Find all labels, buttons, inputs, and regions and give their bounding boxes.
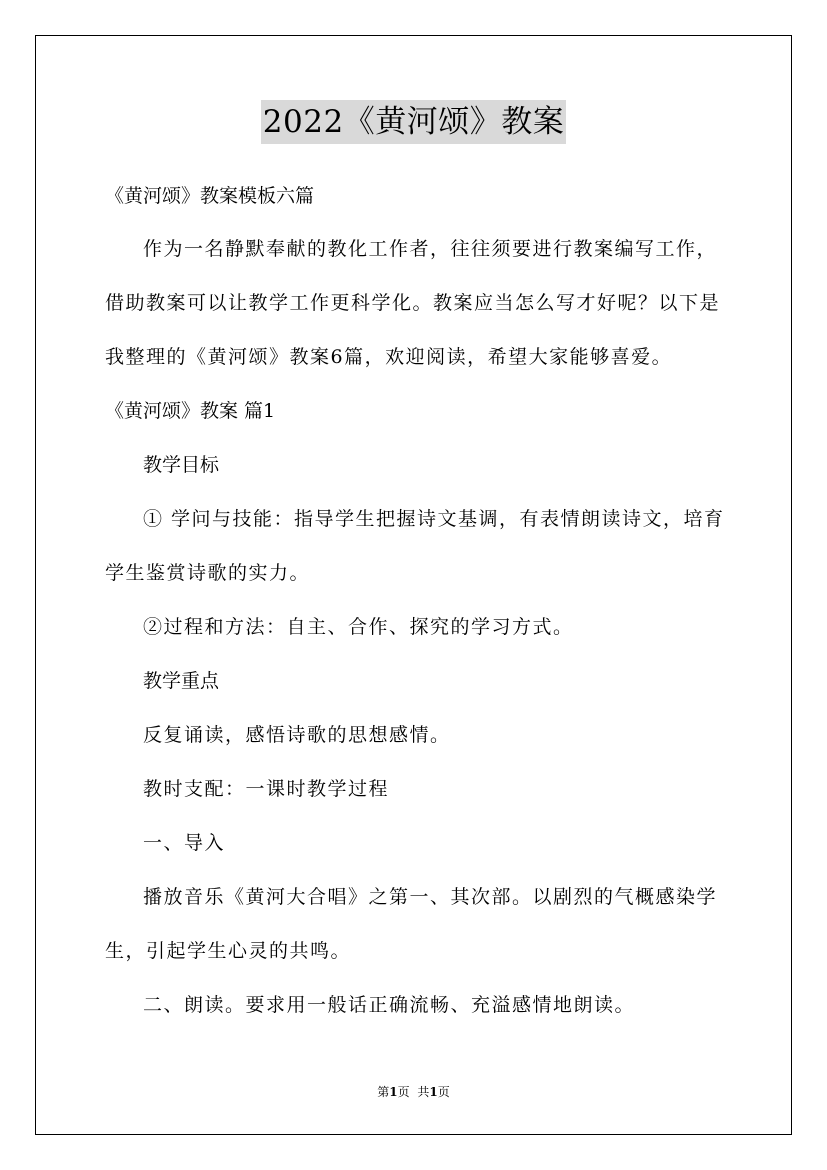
paragraph-line: ②过程和方法：自主、合作、探究的学习方式。 [143, 616, 574, 638]
footer-total-suffix: 页 [437, 1085, 450, 1099]
footer-total-prefix: 共 [417, 1085, 430, 1099]
footer-page-suffix: 页 [397, 1085, 410, 1099]
document-title: 2022《黄河颂》教案 [261, 100, 566, 144]
paragraph-line: 作为一名静默奉献的教化工作者，往往须要进行教案编写工作， [143, 238, 718, 260]
paragraph-line: 二、朗读。要求用一般话正确流畅、充溢感情地朗读。 [143, 994, 636, 1016]
paragraph-line: 教时支配：一课时教学过程 [143, 778, 390, 800]
paragraph-line: 反复诵读，感悟诗歌的思想感情。 [143, 724, 451, 746]
paragraph-line: 借助教案可以让教学工作更科学化。教案应当怎么写才好呢？以下是 [105, 292, 721, 314]
page-footer [0, 1084, 827, 1100]
subtitle-line: 《黄河颂》教案模板六篇 [105, 185, 315, 207]
heading-line: 教学重点 [143, 670, 220, 692]
footer-page-number: 1 [389, 1085, 398, 1099]
paragraph-line: 我整理的《黄河颂》教案6篇，欢迎阅读，希望大家能够喜爱。 [105, 346, 673, 368]
paragraph-line: 生，引起学生心灵的共鸣。 [105, 940, 352, 962]
section-heading: 《黄河颂》教案 篇1 [105, 400, 276, 422]
paragraph-line: 学生鉴赏诗歌的实力。 [105, 562, 311, 584]
paragraph-line: ① 学问与技能：指导学生把握诗文基调，有表情朗读诗文，培育 [143, 508, 725, 530]
heading-line: 一、导入 [143, 832, 226, 854]
heading-line: 教学目标 [143, 454, 220, 476]
footer-page-prefix: 第 [377, 1085, 390, 1099]
title-container [0, 100, 827, 144]
footer-total-number: 1 [429, 1085, 438, 1099]
paragraph-line: 播放音乐《黄河大合唱》之第一、其次部。以剧烈的气概感染学 [143, 886, 718, 908]
